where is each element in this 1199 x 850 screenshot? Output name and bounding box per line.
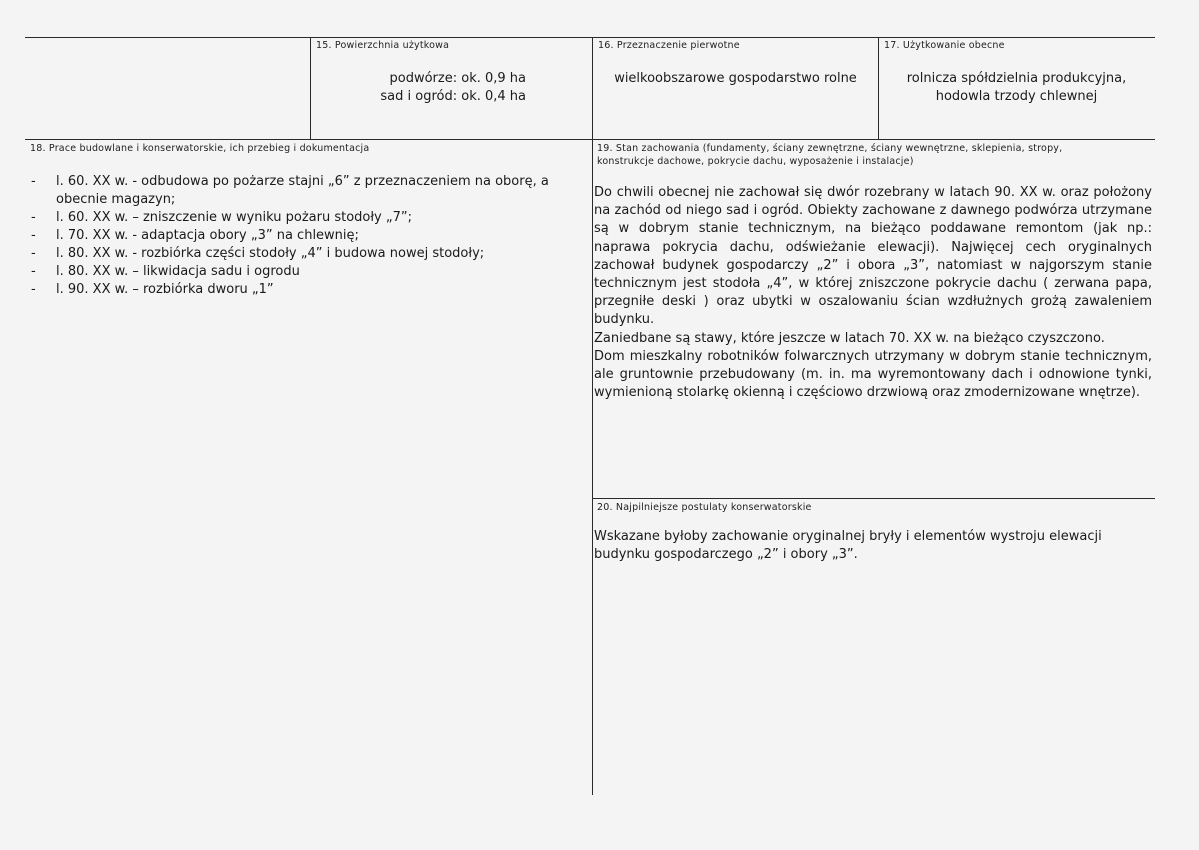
field-19-paragraph: Dom mieszkalny robotników folwarcznych utrzymany w dobrym stanie technicznym, ale gruntownie przebudowany (m. in. ma wyremontowany dach i odnowione tynki, wymienioną stolarkę okienną i częściowo drzwiową oraz zmodernizowane wnętrze). <box>594 348 1152 401</box>
field-17-value-2: hodowla trzody chlewnej <box>935 89 1098 104</box>
list-item: - l. 60. XX w. – zniszczenie w wyniku pożaru stodoły „7”; <box>31 210 413 225</box>
field-19-label-line-1: 19. Stan zachowania (fundamenty, ściany zewnętrzne, ściany wewnętrzne, sklepienia, stropy, <box>597 143 1063 154</box>
col-divider-17 <box>878 37 879 139</box>
field-16-value: wielkoobszarowe gospodarstwo rolne <box>614 71 857 86</box>
field-15-value-2: sad i ogród: ok. 0,4 ha <box>380 89 526 104</box>
row-divider <box>25 139 1155 140</box>
field-20-label: 20. Najpilniejsze postulaty konserwatorskie <box>597 502 812 513</box>
top-border <box>25 37 1155 38</box>
field-17-label: 17. Użytkowanie obecne <box>884 40 1005 51</box>
field-18-label: 18. Prace budowlane i konserwatorskie, ich przebieg i dokumentacja <box>30 143 370 154</box>
list-item: - l. 60. XX w. - odbudowa po pożarze stajni „6” z przeznaczeniem na oborę, a obecnie magazyn; <box>31 174 549 207</box>
field-19-paragraph: Do chwili obecnej nie zachował się dwór rozebrany w latach 90. XX w. oraz położony na zachód od niego sad i ogród. Obiekty zachowane z dawnego podwórza utrzymane są w dobrym stanie technicznym, na bieżąco poddawane remontom (jak np.: naprawa pokrycia dachu, odświeżanie elewacji). Najwięcej cech oryginalnych zachował budynek gospodarczy „2” i obora „3”, natomiast w najgorszym stanie technicznym jest stodoła „4”, w której zniszczone pokrycie dachu ( zerwana papa, przegniłe deski ) oraz ubytki w oszalowaniu ścian wzdłużnych grożą zawaleniem budynku. <box>594 185 1152 328</box>
field-19-paragraph: Zaniedbane są stawy, które jeszcze w latach 70. XX w. na bieżąco czyszczono. <box>594 330 1105 346</box>
field-17-value-1: rolnicza spółdzielnia produkcyjna, <box>906 71 1127 86</box>
field-18-list <box>28 173 586 299</box>
col-divider-16 <box>592 37 593 795</box>
list-item: - l. 80. XX w. - rozbiórka części stodoły „4” i budowa nowej stodoły; <box>31 246 485 261</box>
field-20-divider <box>592 498 1155 499</box>
field-20-value: Wskazane byłoby zachowanie oryginalnej bryły i elementów wystroju elewacji budynku gospodarczego „2” i obory „3”. <box>594 529 1102 563</box>
field-16-label: 16. Przeznaczenie pierwotne <box>598 40 740 51</box>
col-divider-15 <box>310 37 311 139</box>
field-15-label: 15. Powierzchnia użytkowa <box>316 40 450 51</box>
list-item: - l. 90. XX w. – rozbiórka dworu „1” <box>31 282 274 297</box>
field-19-text <box>594 184 1152 402</box>
field-15-value-1: podwórze: ok. 0,9 ha <box>389 71 526 86</box>
list-item: - l. 70. XX w. - adaptacja obory „3” na chlewnię; <box>31 228 359 243</box>
list-item: - l. 80. XX w. – likwidacja sadu i ogrodu <box>31 264 300 279</box>
field-19-label-line-2: konstrukcje dachowe, pokrycie dachu, wyposażenie i instalacje) <box>597 156 914 167</box>
